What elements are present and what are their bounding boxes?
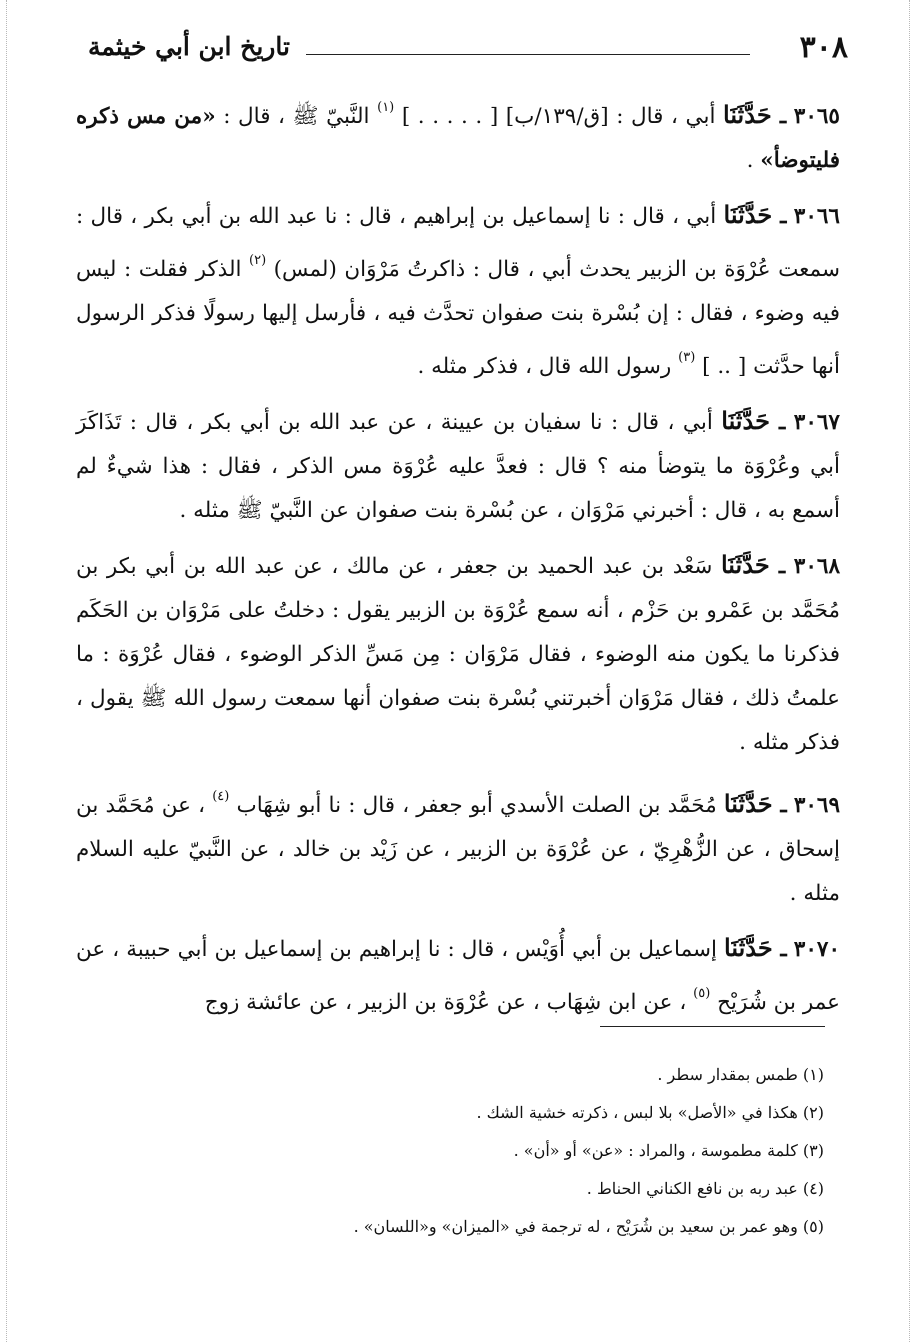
footnote-3: (٣) كلمة مطموسة ، والمراد : «عن» أو «أن» . xyxy=(513,1141,824,1160)
entry-text: مُحَمَّد بن الصلت الأسدي أبو جعفر ، قال : نا أبو شِهَاب xyxy=(236,793,717,818)
hadith-entry-3066: ٣٠٦٦ ـ حَدَّثَنَا أبي ، قال : نا إسماعيل بن إبراهيم ، قال : نا عبد الله بن أبي بكر ، قال : سمعت عُرْوَة بن الزبير يحدث أبي ، قال : ذاكرتُ مَرْوَان (لمس) $^{(٢)}$ الذكر فقلت : ليس فيه وضوء ، فقال : إن بُسْرة بنت صفوان تحدَّث فيه ، فأرسل إليها رسولًا فذكر الرسول أنها حدَّثت [ .. ] $^{(٣)}$ رسول الله قال ، فذكر مثله . xyxy=(76,200,840,379)
footnote-marker: (٤) xyxy=(212,789,230,804)
page-header xyxy=(88,30,848,74)
entry-text: رسول الله قال ، فذكر مثله . xyxy=(417,354,672,379)
main-text xyxy=(76,86,840,1035)
scan-edge-right xyxy=(909,0,910,1342)
running-title: تاريخ ابن أبي خيثمة xyxy=(88,32,290,61)
entry-text: أبي ، قال : [ق/١٣٩/ب] [ . . . . . ] xyxy=(401,104,716,129)
footnotes xyxy=(90,1056,824,1246)
entry-number: ٣٠٧٠ xyxy=(793,937,840,962)
entry-opener: حَدَّثَنَا xyxy=(720,550,770,579)
hadith-entry-3069: ٣٠٦٩ ـ حَدَّثَنَا مُحَمَّد بن الصلت الأسدي أبو جعفر ، قال : نا أبو شِهَاب $^{(٤)}$ ، عن مُحَمَّد بن إسحاق ، عن الزُّهْرِيّ ، عن عُرْوَة بن الزبير ، عن زَيْد بن خالد ، عن النَّبيّ عليه السلام مثله . xyxy=(76,789,841,906)
entry-text: . xyxy=(746,148,754,173)
footnote-separator xyxy=(600,1026,825,1027)
entry-text: ، عن ابن شِهَاب ، عن عُرْوَة بن الزبير ، عن عائشة زوج xyxy=(204,990,687,1015)
footnote-marker: (٣) xyxy=(678,350,696,365)
entry-opener: حَدَّثَنَا xyxy=(723,200,773,229)
scan-edge-left xyxy=(6,0,7,1342)
entry-opener: حَدَّثَنَا xyxy=(723,100,772,129)
header-rule xyxy=(306,54,750,55)
footnote-2: (٢) هكذا في «الأصل» بلا لبس ، ذكرته خشية الشك . xyxy=(476,1103,824,1122)
entry-opener: حَدَّثَنَا xyxy=(724,933,773,962)
hadith-entry-3068: ٣٠٦٨ ـ حَدَّثَنَا سَعْد بن عبد الحميد بن جعفر ، عن مالك ، عن عبد الله بن أبي بكر بن مُحَمَّد بن عَمْرو بن حَزْم ، أنه سمع عُرْوَة بن الزبير يقول : دخلتُ على مَرْوَان بن الحَكَم فذكرنا ما يكون منه الوضوء ، فقال مَرْوَان : مِن مَسِّ الذكر الوضوء ، فقال عُرْوَة : ما علمتُ ذلك ، فقال مَرْوَان أخبرتني بُسْرة بنت صفوان أنها سمعت رسول الله ﷺ يقول ، فذكر مثله . xyxy=(76,550,840,755)
entry-text: ، عن مُحَمَّد بن إسحاق ، عن الزُّهْرِيّ ، عن عُرْوَة بن الزبير ، عن زَيْد بن خالد ، عن النَّبيّ عليه السلام مثله . xyxy=(76,793,840,906)
entry-text: أبي ، قال : نا سفيان بن عيينة ، عن عبد الله بن أبي بكر ، قال : تَذَاكَرَ أبي وعُرْوَة ما يتوضأ منه ؟ قال : فعدَّ عليه عُرْوَة مس الذكر ، فقال : هذا شيءٌ لم أسمع به ، قال : أخبرني مَرْوَان ، عن بُسْرة بنت صفوان عن النَّبيّ ﷺ مثله . xyxy=(76,410,840,523)
footnote-marker: (٥) xyxy=(693,986,711,1001)
hadith-entry-3070: ٣٠٧٠ ـ حَدَّثَنَا إسماعيل بن أبي أُوَيْس ، قال : نا إبراهيم بن إسماعيل بن أبي حبيبة ، عن عمر بن شُرَيْح $^{(٥)}$ ، عن ابن شِهَاب ، عن عُرْوَة بن الزبير ، عن عائشة زوج xyxy=(76,933,840,1015)
entry-text: الذكر فقلت : ليس فيه وضوء ، فقال : إن بُسْرة بنت صفوان تحدَّث فيه ، فأرسل إليها رسولًا فذكر الرسول أنها حدَّثت [ .. ] xyxy=(76,257,840,379)
footnote-1: (١) طمس بمقدار سطر . xyxy=(657,1065,824,1084)
hadith-entry-3065: ٣٠٦٥ ـ حَدَّثَنَا أبي ، قال : [ق/١٣٩/ب] [ . . . . . ] $^{(١)}$ النَّبيّ ﷺ ، قال : «من مس ذكره فليتوضأ» . xyxy=(76,100,840,173)
entry-text: إسماعيل بن أبي أُوَيْس ، قال : نا إبراهيم بن إسماعيل بن أبي حبيبة ، عن عمر بن شُرَيْح xyxy=(76,937,840,1015)
footnote-marker: (٢) xyxy=(249,253,267,268)
entry-text: النَّبيّ ﷺ ، قال : xyxy=(215,104,370,129)
entry-number: ٣٠٦٨ xyxy=(793,554,840,579)
entry-text: أبي ، قال : نا إسماعيل بن إبراهيم ، قال : نا عبد الله بن أبي بكر ، قال : سمعت عُرْوَة بن الزبير يحدث أبي ، قال : ذاكرتُ مَرْوَان (لمس) xyxy=(76,204,840,282)
footnote-5: (٥) وهو عمر بن سعيد بن شُرَيْح ، له ترجمة في «الميزان» و«اللسان» . xyxy=(353,1217,824,1236)
entry-text: سَعْد بن عبد الحميد بن جعفر ، عن مالك ، عن عبد الله بن أبي بكر بن مُحَمَّد بن عَمْرو بن حَزْم ، أنه سمع عُرْوَة بن الزبير يقول : دخلتُ على مَرْوَان بن الحَكَم فذكرنا ما يكون منه الوضوء ، فقال مَرْوَان : مِن مَسِّ الذكر الوضوء ، فقال عُرْوَة : ما علمتُ ذلك ، فقال مَرْوَان أخبرتني بُسْرة بنت صفوان أنها سمعت رسول الله ﷺ يقول ، فذكر مثله . xyxy=(76,554,840,755)
page-number: ٣٠٨ xyxy=(799,30,848,65)
entry-number: ٣٠٦٥ xyxy=(793,104,840,129)
entry-number: ٣٠٦٩ xyxy=(793,793,841,818)
entry-opener: حَدَّثَنَا xyxy=(721,406,770,435)
hadith-entry-3067: ٣٠٦٧ ـ حَدَّثَنَا أبي ، قال : نا سفيان بن عيينة ، عن عبد الله بن أبي بكر ، قال : تَذَاكَرَ أبي وعُرْوَة ما يتوضأ منه ؟ قال : فعدَّ عليه عُرْوَة مس الذكر ، فقال : هذا شيءٌ لم أسمع به ، قال : أخبرني مَرْوَان ، عن بُسْرة بنت صفوان عن النَّبيّ ﷺ مثله . xyxy=(76,406,840,523)
entry-number: ٣٠٦٦ xyxy=(793,204,840,229)
entry-opener: حَدَّثَنَا xyxy=(723,789,773,818)
entry-number: ٣٠٦٧ xyxy=(793,410,840,435)
footnote-marker: (١) xyxy=(377,100,395,115)
entry-quote: «من مس ذكره فليتوضأ» xyxy=(76,104,840,173)
footnote-4: (٤) عبد ربه بن نافع الكناني الحناط . xyxy=(586,1179,824,1198)
